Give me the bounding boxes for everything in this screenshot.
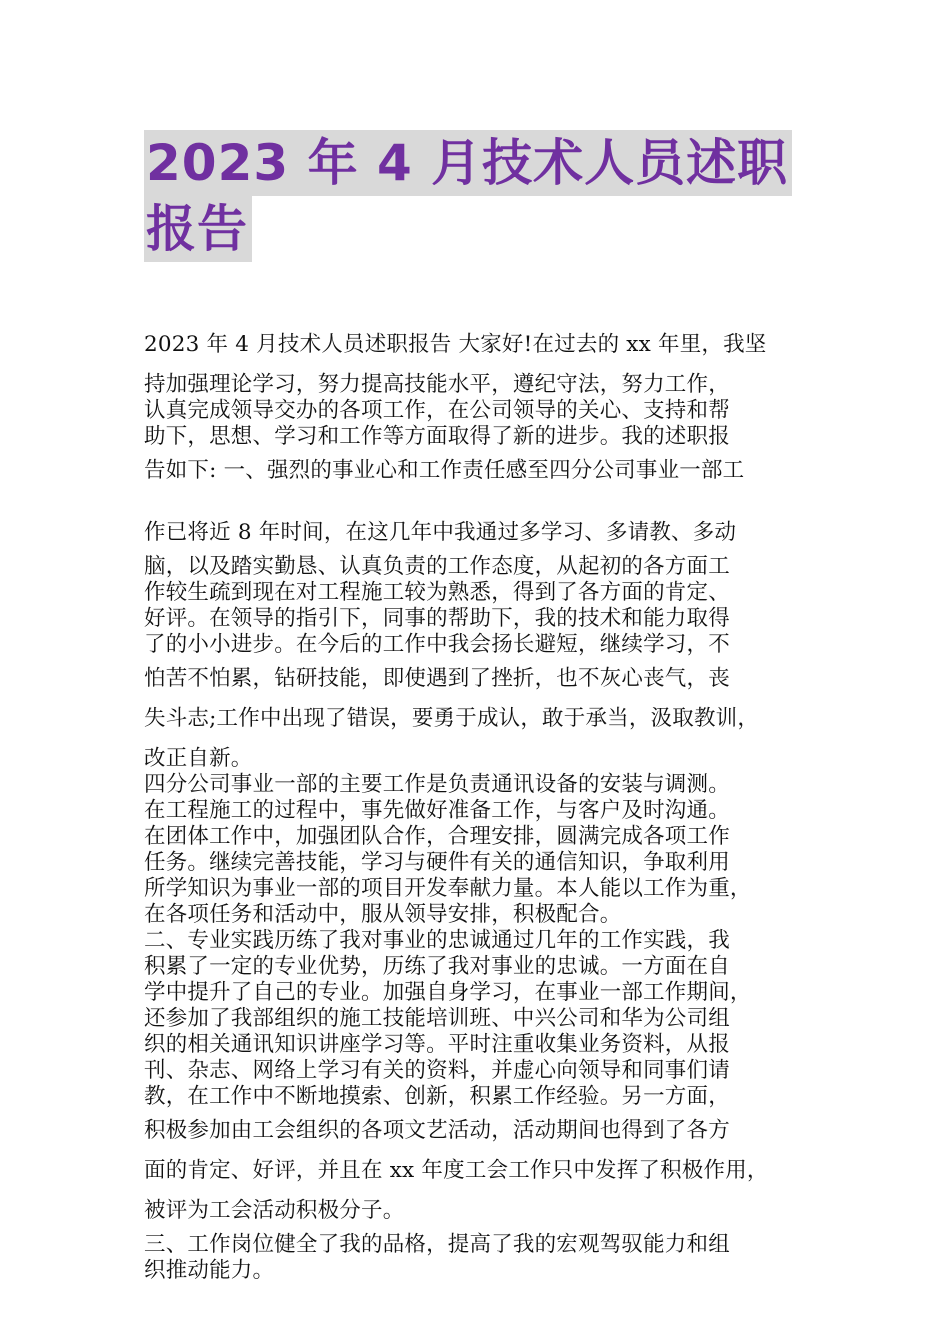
body-line: 积极参加由工会组织的各项文艺活动，活动期间也得到了各方: [144, 1118, 730, 1143]
body-line: 好评。在领导的指引下，同事的帮助下，我的技术和能力取得: [144, 606, 730, 631]
body-line: 作较生疏到现在对工程施工较为熟悉，得到了各方面的肯定、: [144, 580, 730, 605]
body-line: 四分公司事业一部的主要工作是负责通讯设备的安装与调测。: [144, 772, 730, 797]
title-line-1: 2023 年 4 月技术人员述职: [144, 130, 792, 196]
body-line: 失斗志;工作中出现了错误，要勇于成认，敢于承当，汲取教训，: [144, 706, 760, 731]
body-line: 在团体工作中，加强团队合作，合理安排，圆满完成各项工作: [144, 824, 730, 849]
body-line: 三、工作岗位健全了我的品格，提高了我的宏观驾驭能力和组: [144, 1232, 730, 1257]
body-line: 学中提升了自己的专业。加强自身学习，在事业一部工作期间，: [144, 980, 752, 1005]
body-line: 刊、杂志、网络上学习有关的资料，并虚心向领导和同事们请: [144, 1058, 730, 1083]
body-line: 积累了一定的专业优势，历练了我对事业的忠诚。一方面在自: [144, 954, 730, 979]
body-line: 脑，以及踏实勤恳、认真负责的工作态度，从起初的各方面工: [144, 554, 730, 579]
body-line: 作已将近 8 年时间，在这几年中我通过多学习、多请教、多动: [144, 520, 737, 545]
document-title: [144, 130, 814, 262]
body-line: 织推动能力。: [144, 1258, 275, 1283]
body-line: 二、专业实践历练了我对事业的忠诚通过几年的工作实践，我: [144, 928, 730, 953]
body-line: 2023 年 4 月技术人员述职报告 大家好!在过去的 xx 年里，我坚: [144, 332, 767, 357]
body-line: 持加强理论学习，努力提高技能水平，遵纪守法，努力工作，: [144, 372, 730, 397]
body-line: 认真完成领导交办的各项工作，在公司领导的关心、支持和帮: [144, 398, 730, 423]
body-line: 教，在工作中不断地摸索、创新，积累工作经验。另一方面，: [144, 1084, 730, 1109]
title-line-2: 报告: [144, 196, 252, 262]
body-line: 织的相关通讯知识讲座学习等。平时注重收集业务资料，从报: [144, 1032, 730, 1057]
body-line: 还参加了我部组织的施工技能培训班、中兴公司和华为公司组: [144, 1006, 730, 1031]
body-line: 任务。继续完善技能，学习与硬件有关的通信知识，争取利用: [144, 850, 730, 875]
body-line: 了的小小进步。在今后的工作中我会扬长避短，继续学习，不: [144, 632, 730, 657]
body-line: 被评为工会活动积极分子。: [144, 1198, 405, 1223]
document-body: [144, 332, 812, 1284]
body-line: 所学知识为事业一部的项目开发奉献力量。本人能以工作为重，: [144, 876, 752, 901]
body-line: 在工程施工的过程中，事先做好准备工作，与客户及时沟通。: [144, 798, 730, 823]
body-line: 助下，思想、学习和工作等方面取得了新的进步。我的述职报: [144, 424, 730, 449]
body-line: 告如下: 一、强烈的事业心和工作责任感至四分公司事业一部工: [144, 458, 745, 483]
body-line: 怕苦不怕累，钻研技能，即使遇到了挫折，也不灰心丧气，丧: [144, 666, 730, 691]
body-line: 改正自新。: [144, 746, 253, 771]
body-line: 面的肯定、好评，并且在 xx 年度工会工作只中发挥了积极作用，: [144, 1158, 769, 1183]
body-line: 在各项任务和活动中，服从领导安排，积极配合。: [144, 902, 622, 927]
